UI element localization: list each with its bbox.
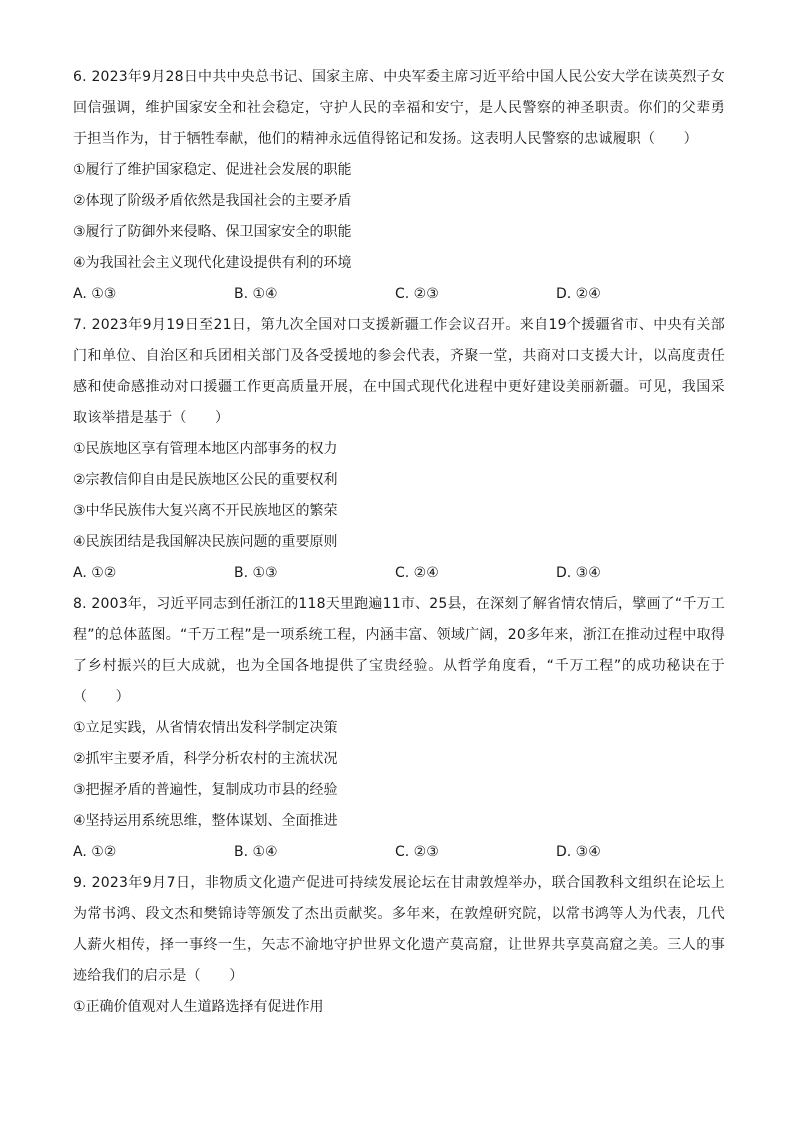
question-7 xyxy=(73,310,725,589)
statement: ④民族团结是我国解决民族问题的重要原则 xyxy=(73,534,338,550)
choice-d[interactable]: D. ③④ xyxy=(556,565,601,581)
question-stem: 8. 2003年，习近平同志到任浙江的118天里跑遍11市、25县，在深刻了解省情农情后，擘画了“千万工程”的总体蓝图。“千万工程”是一项系统工程，内涵丰富、领域广阔，20多年来，浙江在推动过程中取得了乡村振兴的巨大成就，也为全国各地提供了宝贵经验。从哲学角度看，“千万工程”的成功秘诀在于（ ） xyxy=(73,596,725,705)
statement: ①立足实践，从省情农情出发科学制定决策 xyxy=(73,720,338,736)
statement: ④坚持运用系统思维，整体谋划、全面推进 xyxy=(73,813,338,829)
statement: ③把握矛盾的普遍性，复制成功市县的经验 xyxy=(73,782,338,798)
choice-b[interactable]: B. ①③ xyxy=(234,565,278,581)
answer-choices xyxy=(73,837,725,868)
choice-c[interactable]: C. ②④ xyxy=(395,565,439,581)
question-9 xyxy=(73,868,725,1023)
question-6 xyxy=(73,62,725,310)
answer-choices xyxy=(73,279,725,310)
choice-a[interactable]: A. ①③ xyxy=(73,286,117,302)
statement: ④为我国社会主义现代化建设提供有利的环境 xyxy=(73,255,352,271)
statement: ②宗教信仰自由是民族地区公民的重要权利 xyxy=(73,472,338,488)
statement: ①正确价值观对人生道路选择有促进作用 xyxy=(73,999,324,1015)
choice-d[interactable]: D. ②④ xyxy=(556,286,601,302)
choice-c[interactable]: C. ②③ xyxy=(395,844,439,860)
choice-b[interactable]: B. ①④ xyxy=(234,286,278,302)
question-stem: 7. 2023年9月19日至21日，第九次全国对口支援新疆工作会议召开。来自19个援疆省市、中央有关部门和单位、自治区和兵团相关部门及各受援地的参会代表，齐聚一堂，共商对口支援大计，以高度责任感和使命感推动对口援疆工作更高质量开展，在中国式现代化进程中更好建设美丽新疆。可见，我国采取该举措是基于（ ） xyxy=(73,317,725,426)
choice-a[interactable]: A. ①② xyxy=(73,844,117,860)
choice-b[interactable]: B. ①④ xyxy=(234,844,278,860)
answer-choices xyxy=(73,558,725,589)
choice-c[interactable]: C. ②③ xyxy=(395,286,439,302)
statement: ②抓牢主要矛盾，科学分析农村的主流状况 xyxy=(73,751,338,767)
choice-a[interactable]: A. ①② xyxy=(73,565,117,581)
question-8 xyxy=(73,589,725,868)
statement: ①履行了维护国家稳定、促进社会发展的职能 xyxy=(73,162,352,178)
statement: ②体现了阶级矛盾依然是我国社会的主要矛盾 xyxy=(73,193,352,209)
exam-page xyxy=(73,62,725,1023)
question-stem: 6. 2023年9月28日中共中央总书记、国家主席、中央军委主席习近平给中国人民公安大学在读英烈子女回信强调，维护国家安全和社会稳定，守护人民的幸福和安宁，是人民警察的神圣职责。你们的父辈勇于担当作为，甘于牺牲奉献，他们的精神永远值得铭记和发扬。这表明人民警察的忠诚履职（ ） xyxy=(73,69,725,147)
statement: ③履行了防御外来侵略、保卫国家安全的职能 xyxy=(73,224,352,240)
question-stem: 9. 2023年9月7日，非物质文化遗产促进可持续发展论坛在甘肃敦煌举办，联合国教科文组织在论坛上为常书鸿、段文杰和樊锦诗等颁发了杰出贡献奖。多年来，在敦煌研究院，以常书鸿等人为代表，几代人薪火相传，择一事终一生，矢志不渝地守护世界文化遗产莫高窟，让世界共享莫高窟之美。三人的事迹给我们的启示是（ ） xyxy=(73,875,725,984)
statement: ①民族地区享有管理本地区内部事务的权力 xyxy=(73,441,338,457)
choice-d[interactable]: D. ③④ xyxy=(556,844,601,860)
statement: ③中华民族伟大复兴离不开民族地区的繁荣 xyxy=(73,503,338,519)
